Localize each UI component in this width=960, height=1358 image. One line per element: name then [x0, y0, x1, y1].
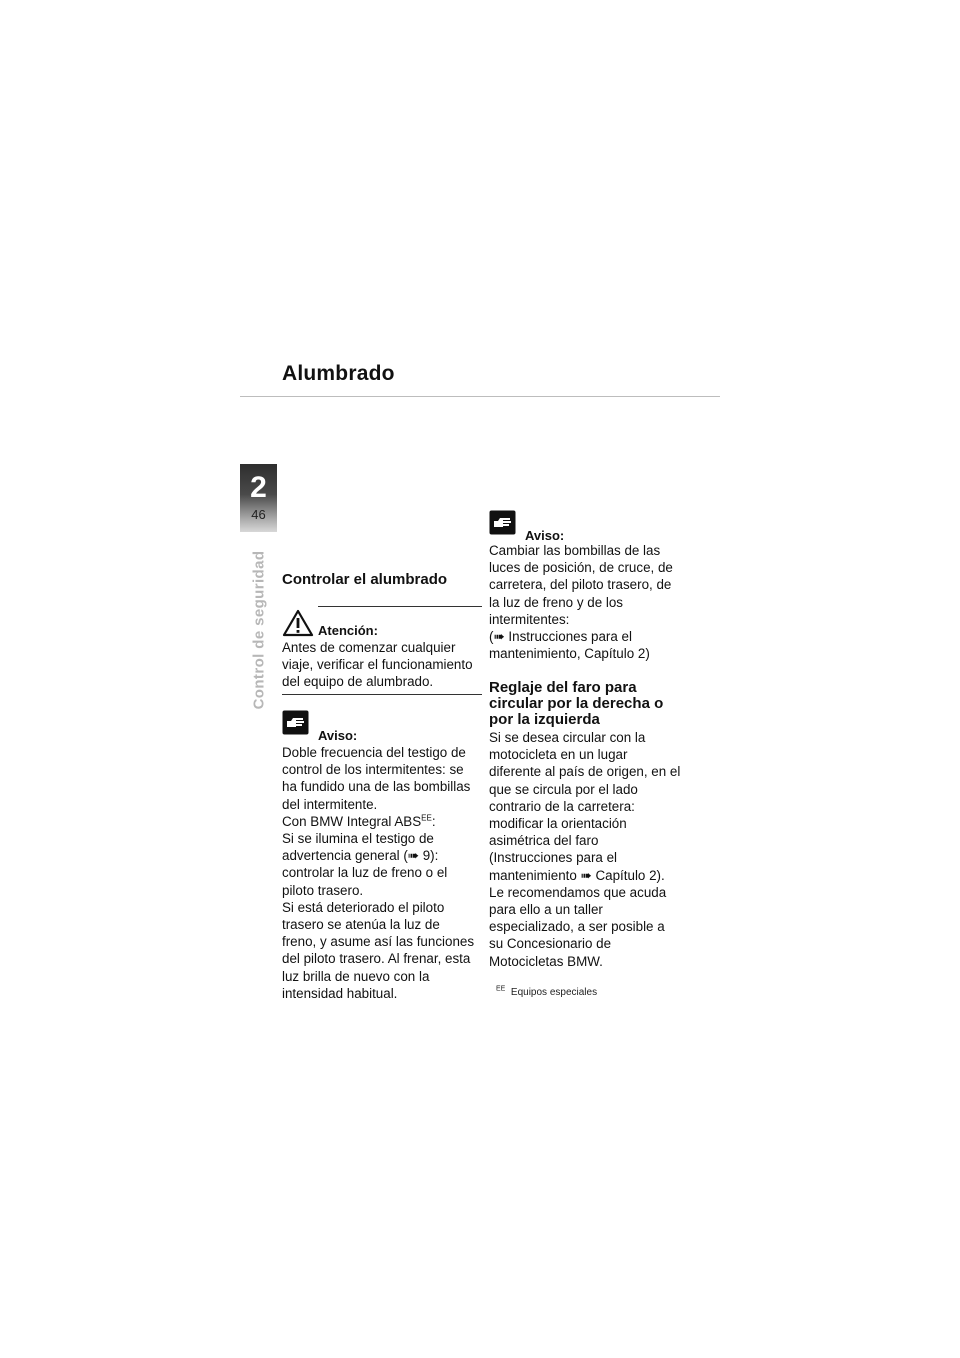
left-column — [282, 572, 482, 588]
warning-bottom-rule — [282, 694, 482, 695]
section-side-label: Control de seguridad — [250, 550, 268, 710]
right-note-title: Aviso: — [525, 528, 565, 543]
warning-title: Atención: — [318, 623, 378, 638]
hand-pointing-note-icon — [489, 510, 516, 535]
chapter-number: 2 — [250, 471, 267, 504]
page-title: Alumbrado — [282, 362, 395, 385]
footnote-marker: EE — [496, 985, 506, 993]
right-note-block — [489, 510, 689, 662]
left-note-text-part1: Doble frecuencia del testigo de control de los intermitentes: se ha fundido una de las bombillas del intermitente. Con BMW Integral ABS — [282, 745, 471, 829]
warning-text: Antes de comenzar cualquier viaje, verificar el funcionamiento del equipo de alumbrado. — [282, 640, 473, 690]
title-divider — [240, 396, 720, 397]
footnote — [496, 987, 597, 998]
footnote-text: Equipos especiales — [510, 987, 598, 998]
page-number: 46 — [251, 507, 266, 522]
left-note-block — [282, 710, 482, 1002]
hand-pointing-note-icon — [282, 710, 309, 735]
left-note-title: Aviso: — [318, 728, 358, 743]
warning-block — [282, 606, 482, 695]
headlight-section — [489, 680, 699, 970]
special-equipment-marker: EE — [421, 813, 432, 823]
headlight-section-text: Si se desea circular con la motocicleta en un lugar diferente al país de origen, en el que se circula por el lado contrario de la carretera: modificar la orientación asimétrica del faro (Instrucciones para el mantenimiento ➠ Capítulo 2). Le recomendamos que acuda para ello a un taller especializado, a ser posible a su Concesionario de Motocicletas BMW. — [489, 730, 681, 969]
section-heading-headlight-adjustment: Reglaje del faro para circular por la derecha o por la izquierda — [489, 679, 664, 728]
left-note-text-part2: : Si se ilumina el testigo de advertencia general (➠ 9): controlar la luz de freno o el piloto trasero. Si está deteriorado el piloto trasero se atenúa la luz de freno, y asume así las funciones del piloto trasero. Al frenar, esta luz brilla de nuevo con la intensidad habitual. — [282, 813, 475, 1001]
left-note-text — [282, 744, 482, 1002]
section-heading-lighting-check: Controlar el alumbrado — [282, 571, 448, 588]
right-note-text: Cambiar las bombillas de las luces de posición, de cruce, de carretera, del piloto trasero, de la luz de freno y de los intermitentes: (➠ Instrucciones para el mantenimiento, Capítulo 2) — [489, 543, 673, 662]
warning-triangle-icon — [282, 609, 314, 637]
